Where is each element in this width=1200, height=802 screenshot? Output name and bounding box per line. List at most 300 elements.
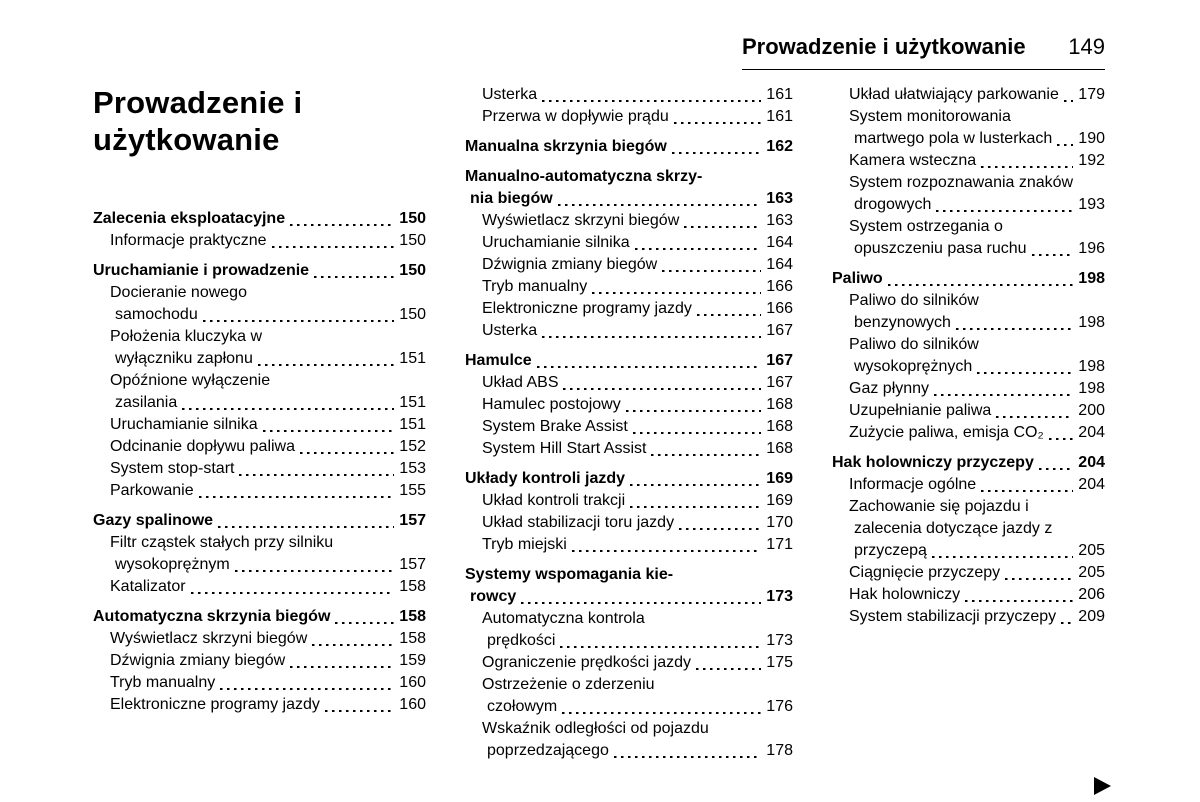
toc-entry-line bbox=[465, 350, 793, 372]
toc-leader-dots bbox=[1049, 438, 1074, 440]
toc-sub-entry bbox=[93, 628, 426, 650]
toc-entry-label: benzynowych bbox=[854, 314, 951, 331]
toc-sub-entry bbox=[465, 608, 793, 652]
toc-entry-line bbox=[849, 606, 1105, 628]
toc-entry-label: przyczepą bbox=[854, 542, 927, 559]
toc-entry-label: wyłączniku zapłonu bbox=[115, 350, 253, 367]
toc-leader-dots bbox=[263, 430, 395, 432]
toc-entry-line bbox=[482, 372, 793, 394]
toc-leader-dots bbox=[697, 314, 761, 316]
toc-entry-label: Położenia kluczyka w bbox=[110, 328, 263, 345]
toc-entry-label: Układ kontroli trakcji bbox=[482, 492, 626, 509]
toc-entry-label: Wskaźnik odległości od pojazdu bbox=[482, 720, 709, 737]
toc-entry-line bbox=[482, 696, 793, 718]
toc-sub-entry bbox=[465, 416, 793, 438]
toc-leader-dots bbox=[965, 600, 1073, 602]
toc-page-number: 153 bbox=[399, 460, 426, 477]
toc-sub-entry bbox=[465, 674, 793, 718]
toc-sub-entry bbox=[93, 370, 426, 414]
toc-leader-dots bbox=[203, 320, 395, 322]
toc-leader-dots bbox=[542, 100, 761, 102]
toc-section-entry bbox=[832, 268, 1105, 290]
toc-leader-dots bbox=[191, 592, 395, 594]
toc-page-number: 190 bbox=[1078, 130, 1105, 147]
toc-entry-label: opuszczeniu pasa ruchu bbox=[854, 240, 1027, 257]
toc-leader-dots bbox=[684, 226, 761, 228]
toc-entry-line bbox=[482, 232, 793, 254]
toc-entry-label: Hamulec postojowy bbox=[482, 396, 621, 413]
toc-leader-dots bbox=[220, 688, 394, 690]
toc-leader-dots bbox=[290, 666, 394, 668]
toc-leader-dots bbox=[633, 432, 761, 434]
toc-leader-dots bbox=[182, 408, 394, 410]
toc-leader-dots bbox=[679, 528, 761, 530]
toc-entry-label: Kamera wsteczna bbox=[849, 152, 977, 169]
toc-entry-label: Przerwa w dopływie prądu bbox=[482, 108, 669, 125]
toc-entry-line bbox=[482, 718, 793, 740]
toc-sub-entry bbox=[93, 672, 426, 694]
toc-leader-dots bbox=[572, 550, 762, 552]
toc-entry-line bbox=[110, 480, 426, 502]
toc-leader-dots bbox=[936, 210, 1073, 212]
toc-entry-line bbox=[110, 576, 426, 598]
toc-entry-label: Gaz płynny bbox=[849, 380, 930, 397]
toc-sub-entry bbox=[832, 606, 1105, 628]
toc-page-number: 166 bbox=[766, 300, 793, 317]
toc-entry-label: poprzedzającego bbox=[487, 742, 609, 759]
toc-page-number: 152 bbox=[399, 438, 426, 455]
toc-entry-label: Zużycie paliwa, emisja CO₂ bbox=[849, 424, 1044, 441]
toc-page-number: 157 bbox=[399, 512, 426, 529]
toc-leader-dots bbox=[562, 712, 761, 714]
toc-entry-label: Paliwo bbox=[832, 270, 883, 287]
toc-entry-label: System monitorowania bbox=[849, 108, 1011, 125]
toc-entry-label: wysokoprężnym bbox=[115, 556, 230, 573]
toc-sub-entry bbox=[93, 436, 426, 458]
toc-leader-dots bbox=[560, 646, 761, 648]
toc-section-entry bbox=[832, 452, 1105, 474]
toc-sub-entry bbox=[465, 490, 793, 512]
toc-page-number: 167 bbox=[766, 374, 793, 391]
toc-column-3 bbox=[832, 84, 1105, 762]
toc-page-number: 169 bbox=[766, 470, 793, 487]
toc-entry-line bbox=[849, 540, 1105, 562]
toc-leader-dots bbox=[662, 270, 761, 272]
toc-entry-label: System Hill Start Assist bbox=[482, 440, 647, 457]
toc-entry-line bbox=[110, 436, 426, 458]
toc-page-number: 178 bbox=[766, 742, 793, 759]
toc-page-number: 150 bbox=[399, 306, 426, 323]
toc-entry-line bbox=[849, 84, 1105, 106]
toc-entries-left bbox=[93, 208, 426, 716]
toc-entry-label: Elektroniczne programy jazdy bbox=[482, 300, 692, 317]
toc-sub-entry bbox=[93, 694, 426, 716]
toc-entry-line bbox=[482, 630, 793, 652]
toc-page-number: 204 bbox=[1078, 454, 1105, 471]
toc-entry-line bbox=[465, 136, 793, 158]
toc-column-2 bbox=[465, 84, 793, 762]
toc-sub-entry bbox=[465, 652, 793, 674]
toc-sub-entry bbox=[93, 650, 426, 672]
toc-page-number: 167 bbox=[766, 352, 793, 369]
toc-sub-entry bbox=[465, 232, 793, 254]
toc-entry-label: System stop-start bbox=[110, 460, 235, 477]
toc-sub-entry bbox=[93, 458, 426, 480]
toc-entry-label: prędkości bbox=[487, 632, 556, 649]
toc-entry-line bbox=[110, 326, 426, 348]
running-header-title: Prowadzenie i użytkowanie bbox=[742, 34, 1026, 59]
toc-leader-dots bbox=[956, 328, 1073, 330]
toc-leader-dots bbox=[651, 454, 761, 456]
toc-entry-line bbox=[482, 254, 793, 276]
toc-entry-line bbox=[849, 216, 1105, 238]
toc-entry-label: drogowych bbox=[854, 196, 932, 213]
toc-entry-label: Systemy wspomagania kie- bbox=[465, 566, 674, 583]
toc-sub-entry bbox=[465, 298, 793, 320]
toc-entry-label: System stabilizacji przyczepy bbox=[849, 608, 1057, 625]
toc-entry-line bbox=[849, 172, 1105, 194]
toc-sub-entry bbox=[93, 576, 426, 598]
toc-page-number: 161 bbox=[766, 108, 793, 125]
toc-entry-line bbox=[482, 674, 793, 696]
toc-leader-dots bbox=[592, 292, 761, 294]
toc-entry-label: Dźwignia zmiany biegów bbox=[110, 652, 286, 669]
toc-entry-line bbox=[482, 106, 793, 128]
toc-entry-line bbox=[465, 166, 793, 188]
running-header-page-number: 149 bbox=[1068, 34, 1105, 59]
toc-page-number: 158 bbox=[399, 608, 426, 625]
toc-entry-line bbox=[110, 628, 426, 650]
toc-entry-line bbox=[93, 208, 426, 230]
toc-page-number: 159 bbox=[399, 652, 426, 669]
toc-leader-dots bbox=[1039, 468, 1073, 470]
toc-entry-label: Elektroniczne programy jazdy bbox=[110, 696, 320, 713]
toc-entry-line bbox=[482, 210, 793, 232]
toc-entry-label: Gazy spalinowe bbox=[93, 512, 214, 529]
toc-page-number: 206 bbox=[1078, 586, 1105, 603]
toc-page-number: 168 bbox=[766, 418, 793, 435]
toc-page-number: 209 bbox=[1078, 608, 1105, 625]
toc-page-number: 173 bbox=[766, 632, 793, 649]
toc-entry-line bbox=[849, 312, 1105, 334]
toc-entry-line bbox=[849, 238, 1105, 260]
toc-sub-entry bbox=[465, 106, 793, 128]
toc-entry-line bbox=[849, 496, 1105, 518]
toc-page-number: 176 bbox=[766, 698, 793, 715]
toc-entry-line bbox=[110, 282, 426, 304]
toc-page-number: 161 bbox=[766, 86, 793, 103]
toc-entry-label: Tryb manualny bbox=[110, 674, 216, 691]
toc-leader-dots bbox=[672, 152, 761, 154]
toc-entry-line bbox=[482, 652, 793, 674]
toc-sub-entry bbox=[832, 290, 1105, 334]
toc-page-number: 198 bbox=[1078, 358, 1105, 375]
toc-entry-line bbox=[465, 188, 793, 210]
toc-entry-label: Manualno-automatyczna skrzy- bbox=[465, 168, 703, 185]
toc-leader-dots bbox=[1064, 100, 1073, 102]
toc-entry-line bbox=[110, 370, 426, 392]
toc-section-entry bbox=[93, 606, 426, 628]
toc-entry-line bbox=[482, 740, 793, 762]
toc-page-number: 167 bbox=[766, 322, 793, 339]
toc-entry-label: System rozpoznawania znaków bbox=[849, 174, 1074, 191]
toc-entry-label: Tryb manualny bbox=[482, 278, 588, 295]
toc-leader-dots bbox=[614, 756, 761, 758]
toc-leader-dots bbox=[996, 416, 1073, 418]
toc-entry-label: nia biegów bbox=[470, 190, 553, 207]
toc-section-entry bbox=[93, 510, 426, 532]
toc-entry-label: Uruchamianie i prowadzenie bbox=[93, 262, 310, 279]
toc-entry-label: System Brake Assist bbox=[482, 418, 628, 435]
toc-entry-label: Ograniczenie prędkości jazdy bbox=[482, 654, 691, 671]
toc-entry-line bbox=[110, 414, 426, 436]
toc-entry-label: Automatyczna skrzynia biegów bbox=[93, 608, 331, 625]
toc-page-number: 157 bbox=[399, 556, 426, 573]
toc-leader-dots bbox=[199, 496, 395, 498]
toc-sub-entry bbox=[465, 254, 793, 276]
toc-entry-line bbox=[482, 298, 793, 320]
toc-entry-line bbox=[849, 150, 1105, 172]
toc-sub-entry bbox=[465, 276, 793, 298]
toc-entry-line bbox=[849, 194, 1105, 216]
toc-page-number: 205 bbox=[1078, 542, 1105, 559]
toc-entry-line bbox=[482, 512, 793, 534]
toc-page-number: 160 bbox=[399, 674, 426, 691]
toc-section-entry bbox=[93, 260, 426, 282]
toc-sub-entry bbox=[465, 438, 793, 460]
toc-entry-label: Uzupełnianie paliwa bbox=[849, 402, 992, 419]
toc-entry-line bbox=[832, 268, 1105, 290]
toc-leader-dots bbox=[537, 366, 762, 368]
toc-sub-entry bbox=[93, 326, 426, 370]
toc-entry-label: Wyświetlacz skrzyni biegów bbox=[482, 212, 680, 229]
toc-entry-label: zasilania bbox=[115, 394, 178, 411]
toc-section-entry bbox=[465, 350, 793, 372]
toc-sub-entry bbox=[832, 106, 1105, 150]
toc-column-1 bbox=[93, 84, 426, 762]
toc-section-entry bbox=[465, 564, 793, 608]
toc-leader-dots bbox=[696, 668, 761, 670]
toc-sub-entry bbox=[465, 512, 793, 534]
toc-entry-line bbox=[482, 320, 793, 342]
toc-page-number: 204 bbox=[1078, 476, 1105, 493]
toc-entry-line bbox=[482, 534, 793, 556]
toc-leader-dots bbox=[888, 284, 1074, 286]
toc-leader-dots bbox=[1057, 144, 1073, 146]
toc-entry-line bbox=[849, 334, 1105, 356]
toc-page-number: 163 bbox=[766, 212, 793, 229]
toc-entry-label: Docieranie nowego bbox=[110, 284, 247, 301]
toc-entry-line bbox=[465, 468, 793, 490]
toc-page-number: 163 bbox=[766, 190, 793, 207]
toc-leader-dots bbox=[981, 166, 1073, 168]
toc-columns bbox=[93, 84, 1105, 762]
toc-leader-dots bbox=[558, 204, 762, 206]
toc-page-number: 151 bbox=[399, 416, 426, 433]
toc-page-number: 196 bbox=[1078, 240, 1105, 257]
toc-leader-dots bbox=[239, 474, 394, 476]
toc-leader-dots bbox=[1005, 578, 1073, 580]
toc-entry-label: Uruchamianie silnika bbox=[482, 234, 630, 251]
toc-page-number: 175 bbox=[766, 654, 793, 671]
toc-leader-dots bbox=[300, 452, 394, 454]
toc-entries-middle bbox=[465, 84, 793, 762]
toc-leader-dots bbox=[258, 364, 394, 366]
toc-entry-line bbox=[849, 356, 1105, 378]
toc-entry-line bbox=[110, 532, 426, 554]
toc-entry-label: Układy kontroli jazdy bbox=[465, 470, 626, 487]
toc-entry-label: Tryb miejski bbox=[482, 536, 567, 553]
toc-leader-dots bbox=[1032, 254, 1074, 256]
toc-leader-dots bbox=[563, 388, 761, 390]
toc-entry-line bbox=[482, 490, 793, 512]
toc-entry-line bbox=[482, 438, 793, 460]
toc-page-number: 193 bbox=[1078, 196, 1105, 213]
toc-page-number: 150 bbox=[399, 210, 426, 227]
toc-entry-label: Ostrzeżenie o zderzeniu bbox=[482, 676, 655, 693]
toc-page-number: 169 bbox=[766, 492, 793, 509]
toc-page-number: 198 bbox=[1078, 380, 1105, 397]
toc-page-number: 158 bbox=[399, 578, 426, 595]
toc-leader-dots bbox=[335, 622, 394, 624]
toc-sub-entry bbox=[832, 562, 1105, 584]
toc-leader-dots bbox=[235, 570, 395, 572]
toc-sub-entry bbox=[465, 320, 793, 342]
toc-entry-label: Katalizator bbox=[110, 578, 186, 595]
toc-entry-label: Układ ułatwiający parkowanie bbox=[849, 86, 1059, 103]
toc-leader-dots bbox=[626, 410, 762, 412]
toc-entry-label: Informacje ogólne bbox=[849, 476, 977, 493]
toc-entry-line bbox=[482, 276, 793, 298]
toc-page-number: 164 bbox=[766, 234, 793, 251]
toc-section-entry bbox=[465, 468, 793, 490]
toc-entry-line bbox=[849, 422, 1105, 444]
toc-entry-label: Odcinanie dopływu paliwa bbox=[110, 438, 295, 455]
toc-entry-label: Usterka bbox=[482, 86, 538, 103]
toc-page-number: 151 bbox=[399, 350, 426, 367]
toc-entry-line bbox=[849, 290, 1105, 312]
toc-entry-label: wysokoprężnych bbox=[854, 358, 973, 375]
toc-sub-entry bbox=[465, 534, 793, 556]
toc-leader-dots bbox=[272, 246, 395, 248]
toc-entry-line bbox=[110, 392, 426, 414]
toc-section-entry bbox=[93, 208, 426, 230]
toc-entry-line bbox=[465, 586, 793, 608]
toc-sub-entry bbox=[832, 496, 1105, 562]
toc-leader-dots bbox=[674, 122, 762, 124]
toc-page-number: 204 bbox=[1078, 424, 1105, 441]
toc-entry-line bbox=[110, 348, 426, 370]
toc-entry-label: Parkowanie bbox=[110, 482, 194, 499]
toc-leader-dots bbox=[630, 506, 761, 508]
toc-entry-label: samochodu bbox=[115, 306, 198, 323]
toc-entry-line bbox=[482, 608, 793, 630]
toc-sub-entry bbox=[465, 84, 793, 106]
toc-sub-entry bbox=[832, 172, 1105, 216]
toc-entry-label: Hak holowniczy bbox=[849, 586, 961, 603]
toc-entry-line bbox=[110, 650, 426, 672]
toc-section-entry bbox=[465, 136, 793, 158]
toc-leader-dots bbox=[314, 276, 394, 278]
toc-entry-line bbox=[93, 606, 426, 628]
toc-entry-label: Automatyczna kontrola bbox=[482, 610, 645, 627]
toc-page-number: 160 bbox=[399, 696, 426, 713]
toc-leader-dots bbox=[521, 602, 761, 604]
toc-entry-line bbox=[110, 230, 426, 252]
toc-entry-label: Informacje praktyczne bbox=[110, 232, 267, 249]
toc-entry-label: Usterka bbox=[482, 322, 538, 339]
toc-entry-label: Paliwo do silników bbox=[849, 336, 979, 353]
toc-sub-entry bbox=[832, 584, 1105, 606]
toc-section-entry bbox=[465, 166, 793, 210]
toc-entry-label: Układ stabilizacji toru jazdy bbox=[482, 514, 675, 531]
toc-leader-dots bbox=[1061, 622, 1073, 624]
toc-entry-line bbox=[849, 106, 1105, 128]
toc-entry-line bbox=[110, 694, 426, 716]
toc-page-number: 158 bbox=[399, 630, 426, 647]
toc-entry-label: martwego pola w lusterkach bbox=[854, 130, 1053, 147]
toc-page-number: 170 bbox=[766, 514, 793, 531]
toc-entry-line bbox=[849, 518, 1105, 540]
toc-entry-label: Ciągnięcie przyczepy bbox=[849, 564, 1001, 581]
toc-entry-line bbox=[93, 260, 426, 282]
toc-entry-label: rowcy bbox=[470, 588, 517, 605]
toc-leader-dots bbox=[630, 484, 761, 486]
toc-sub-entry bbox=[93, 480, 426, 502]
toc-page-number: 200 bbox=[1078, 402, 1105, 419]
toc-sub-entry bbox=[465, 394, 793, 416]
toc-entry-line bbox=[849, 378, 1105, 400]
toc-leader-dots bbox=[635, 248, 762, 250]
toc-entry-line bbox=[482, 416, 793, 438]
toc-leader-dots bbox=[977, 372, 1073, 374]
toc-entry-line bbox=[482, 394, 793, 416]
chapter-title: Prowadzenie i użytkowanie bbox=[93, 85, 303, 157]
toc-entry-line bbox=[849, 584, 1105, 606]
toc-sub-entry bbox=[93, 230, 426, 252]
toc-leader-dots bbox=[290, 224, 394, 226]
page-turn-triangle-icon bbox=[1094, 777, 1111, 795]
toc-sub-entry bbox=[93, 414, 426, 436]
toc-entry-line bbox=[849, 128, 1105, 150]
toc-page-number: 151 bbox=[399, 394, 426, 411]
toc-entry-line bbox=[110, 672, 426, 694]
toc-entry-label: Hamulce bbox=[465, 352, 532, 369]
toc-sub-entry bbox=[465, 718, 793, 762]
toc-entry-line bbox=[110, 304, 426, 326]
toc-entry-line bbox=[465, 564, 793, 586]
toc-entry-line bbox=[110, 554, 426, 576]
toc-entry-label: Zachowanie się pojazdu i bbox=[849, 498, 1029, 515]
toc-page-number: 168 bbox=[766, 440, 793, 457]
toc-leader-dots bbox=[218, 526, 394, 528]
toc-page-number: 192 bbox=[1078, 152, 1105, 169]
toc-page-number: 166 bbox=[766, 278, 793, 295]
toc-entry-label: Filtr cząstek stałych przy silniku bbox=[110, 534, 334, 551]
toc-leader-dots bbox=[325, 710, 394, 712]
toc-entry-label: Paliwo do silników bbox=[849, 292, 979, 309]
toc-entry-label: System ostrzegania o bbox=[849, 218, 1003, 235]
toc-entry-line bbox=[110, 458, 426, 480]
toc-sub-entry bbox=[93, 282, 426, 326]
toc-entry-label: Manualna skrzynia biegów bbox=[465, 138, 667, 155]
toc-page-number: 168 bbox=[766, 396, 793, 413]
toc-page-number: 150 bbox=[399, 262, 426, 279]
toc-leader-dots bbox=[981, 490, 1073, 492]
toc-leader-dots bbox=[932, 556, 1073, 558]
toc-entry-label: czołowym bbox=[487, 698, 558, 715]
toc-entry-label: Uruchamianie silnika bbox=[110, 416, 258, 433]
